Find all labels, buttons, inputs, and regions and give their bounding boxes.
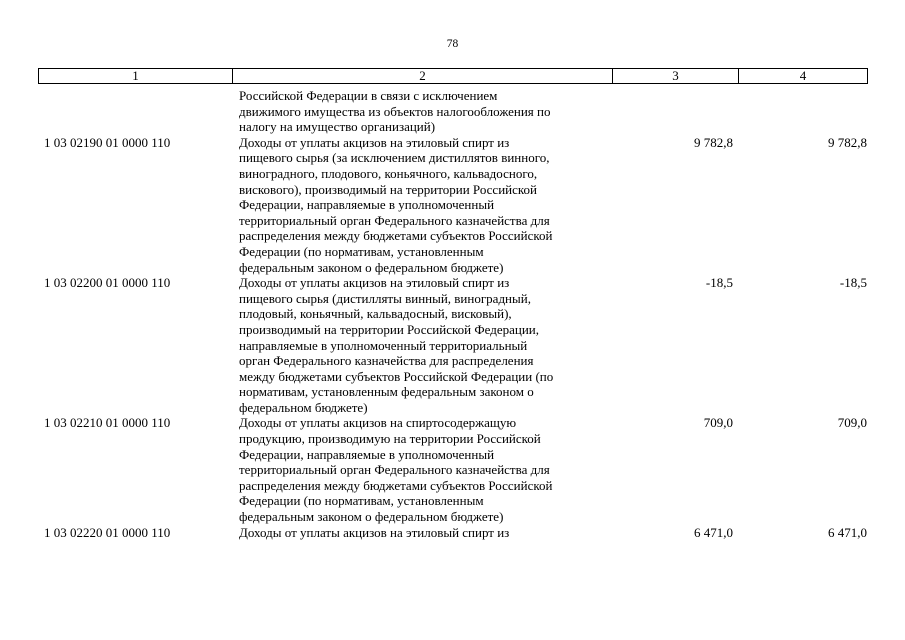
row-code: 1 03 02210 01 0000 110 [44, 415, 171, 431]
row-value-col4: 709,0 [837, 415, 867, 431]
row-description [239, 415, 619, 524]
row-description [239, 275, 619, 415]
description-line: нормативам, установленным федеральным законом о [239, 384, 534, 400]
description-line: Федерации, направляемые в уполномоченный [239, 197, 495, 213]
column-header-1: 1 [39, 69, 233, 83]
row-value-col3 [619, 88, 733, 135]
row-value-col3: 9 782,8 [694, 134, 733, 150]
description-line: Федерации (по нормативам, установленным [239, 243, 484, 259]
row-value-col4: -18,5 [839, 275, 867, 291]
page-number: 78 [446, 38, 459, 50]
table-row [38, 135, 868, 275]
description-line: движимого имущества из объектов налогообложения по [239, 103, 551, 119]
row-code [38, 88, 239, 135]
description-line: между бюджетами субъектов Российской Федерации (по [239, 368, 554, 384]
description-line: Российской Федерации в связи с исключением [239, 88, 498, 103]
description-line: орган Федерального казначейства для распределения [239, 353, 534, 369]
description-line: продукцию, производимую на территории Российской [239, 431, 541, 447]
description-line: распределения между бюджетами субъектов Российской [239, 228, 553, 244]
description-line: производимый на территории Российской Федерации, [239, 321, 539, 337]
row-value-col3: -18,5 [705, 275, 733, 291]
description-line: распределения между бюджетами субъектов Российской [239, 477, 553, 493]
description-line: федеральным законом о федеральном бюджете) [239, 509, 504, 525]
description-line: плодовый, коньячный, кальвадосный, висковый), [239, 306, 512, 322]
description-line: территориальный орган Федерального казначейства для [239, 462, 550, 478]
description-line: Доходы от уплаты акцизов на этиловый спирт из [239, 275, 510, 291]
description-line: направляемые в уполномоченный территориальный [239, 337, 528, 353]
row-value-col4: 9 782,8 [828, 134, 867, 150]
table-row [38, 88, 868, 135]
description-line: Доходы от уплаты акцизов на этиловый спирт из [239, 134, 510, 150]
table-body [38, 88, 868, 540]
description-line: федеральным законом о федеральном бюджете) [239, 259, 504, 275]
row-value-col3: 709,0 [703, 415, 733, 431]
description-line: вискового), производимый на территории Российской [239, 181, 537, 197]
row-value-col4: 6 471,0 [828, 524, 867, 540]
description-line: территориальный орган Федерального казначейства для [239, 212, 550, 228]
table-row [38, 525, 868, 541]
row-value-col4 [733, 88, 867, 135]
row-description [239, 525, 619, 541]
description-line: виноградного, плодового, коньячного, кальвадосного, [239, 165, 538, 181]
row-code: 1 03 02220 01 0000 110 [44, 524, 171, 540]
table-row [38, 275, 868, 415]
description-line: налогу на имущество организаций) [239, 119, 436, 135]
description-line: Доходы от уплаты акцизов на спиртосодержащую [239, 415, 517, 431]
column-header-4: 4 [799, 68, 807, 83]
description-line: федеральном бюджете) [239, 399, 368, 415]
description-line: пищевого сырья (дистилляты винный, виноградный, [239, 290, 531, 306]
description-line: Федерации, направляемые в уполномоченный [239, 446, 495, 462]
row-description [239, 88, 619, 135]
row-description [239, 135, 619, 275]
column-header-2: 2 [233, 69, 613, 83]
description-line: Федерации (по нормативам, установленным [239, 493, 484, 509]
row-code: 1 03 02190 01 0000 110 [44, 134, 171, 150]
table-column-header-row [38, 68, 868, 84]
row-value-col3: 6 471,0 [694, 524, 733, 540]
row-code: 1 03 02200 01 0000 110 [44, 275, 171, 291]
description-line: пищевого сырья (за исключением дистиллятов винного, [239, 150, 550, 166]
column-header-3: 3 [613, 69, 739, 83]
description-line: Доходы от уплаты акцизов на этиловый спирт из [239, 524, 510, 540]
table-row [38, 415, 868, 524]
